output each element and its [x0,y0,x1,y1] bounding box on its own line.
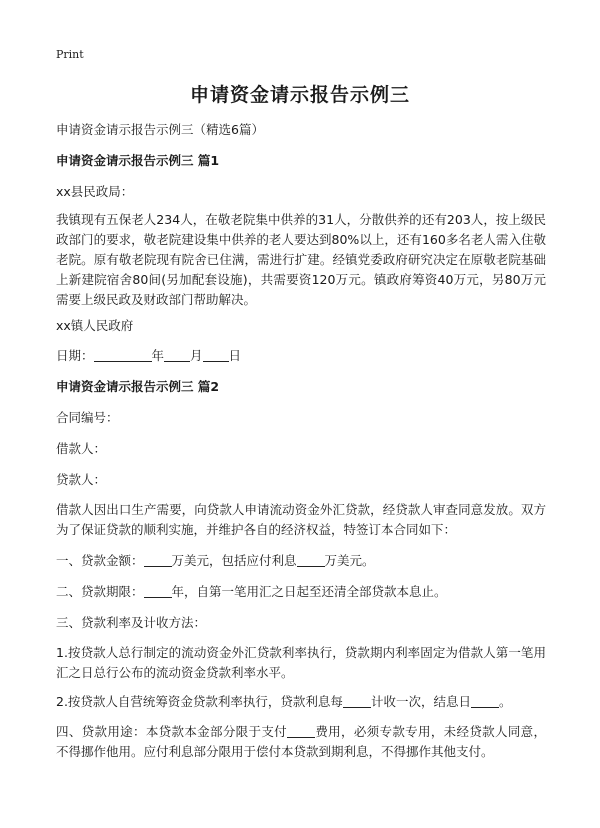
document-subtitle: 申请资金请示报告示例三（精选6篇） [56,122,264,137]
interest-rate-clause-2 [56,692,546,712]
loan-term-blank [144,583,172,598]
loan-purpose-text-b: 费用，必须专款专用，未经贷款人同意，不得挪作他用。应付利息部分限用于偿付本贷款到期利息，不得挪作其他支付。 [56,724,546,759]
loan-amount-blank [144,552,172,567]
interest-clause-2-text-c: 。 [498,694,512,709]
interest-clause-2-text-b: 计收一次，结息日 [370,694,471,709]
section-heading-1: 申请资金请示报告示例三 篇1 [56,153,220,168]
lender-line: 贷款人： [56,472,107,487]
recipient-line: xx县民政局： [56,184,134,199]
loan-purpose-text-a: 四、贷款用途：本贷款本金部分限于支付 [56,724,287,739]
loan-term-label: 二、贷款期限： [56,584,144,599]
loan-term-text: 年，自第一笔用汇之日起至还清全部贷款本息止。 [171,584,447,599]
contract-number-line: 合同编号： [56,410,119,425]
loan-amount-label: 一、贷款金额： [56,553,144,568]
interest-period-blank [343,693,371,708]
interest-amount-blank [297,552,325,567]
date-day-blank [203,347,229,362]
borrower-line: 借款人： [56,441,107,456]
contract-intro-paragraph: 借款人因出口生产需要，向贷款人申请流动资金外汇贷款，经贷款人审查同意发放。双方为了保证贷款的顺利实施，并维护各自的经济权益，特签订本合同如下： [56,502,546,537]
settlement-day-blank [471,693,499,708]
page-title: 申请资金请示报告示例三 [189,84,410,106]
date-year-label: 年 [151,348,165,363]
body-paragraph-1: 我镇现有五保老人234人，在敬老院集中供养的31人，分散供养的还有203人，按上级民政部门的要求，敬老院建设集中供养的老人要达到80%以上，还有160多名老人需入住敬老院。原有敬老院现有院舍已住满，需进行扩建。经镇党委政府研究决定在原敬老院基础上新建院宿舍80间(另加配套设施)，共需要资120万元。镇政府筹资40万元，另80万元需要上级民政及财政部门帮助解决。 [56,212,546,307]
loan-term-line [56,582,546,602]
date-month-label: 月 [190,348,203,363]
interest-rate-heading: 三、贷款利率及计收方法： [56,615,207,630]
payment-purpose-blank [287,723,315,738]
loan-amount-unit: 万美元。 [324,553,375,568]
date-label: 日期： [56,348,94,363]
date-day-label: 日 [228,348,242,363]
loan-amount-interest-text: 万美元，包括应付利息 [171,553,297,568]
interest-clause-2-text-a: 2.按贷款人自营统筹资金贷款利率执行，贷款利息每 [56,694,343,709]
date-year-blank [94,347,152,362]
date-line [56,346,546,366]
date-month-blank [164,347,190,362]
print-link[interactable]: Print [56,48,84,61]
interest-rate-clause-1: 1.按贷款人总行制定的流动资金外汇贷款利率执行，贷款期内利率固定为借款人第一笔用汇之日总行公布的流动资金贷款利率水平。 [56,645,546,680]
loan-amount-line [56,551,546,571]
loan-purpose-paragraph [56,722,546,762]
section-heading-2: 申请资金请示报告示例三 篇2 [56,379,220,394]
signature-line: xx镇人民政府 [56,318,134,333]
